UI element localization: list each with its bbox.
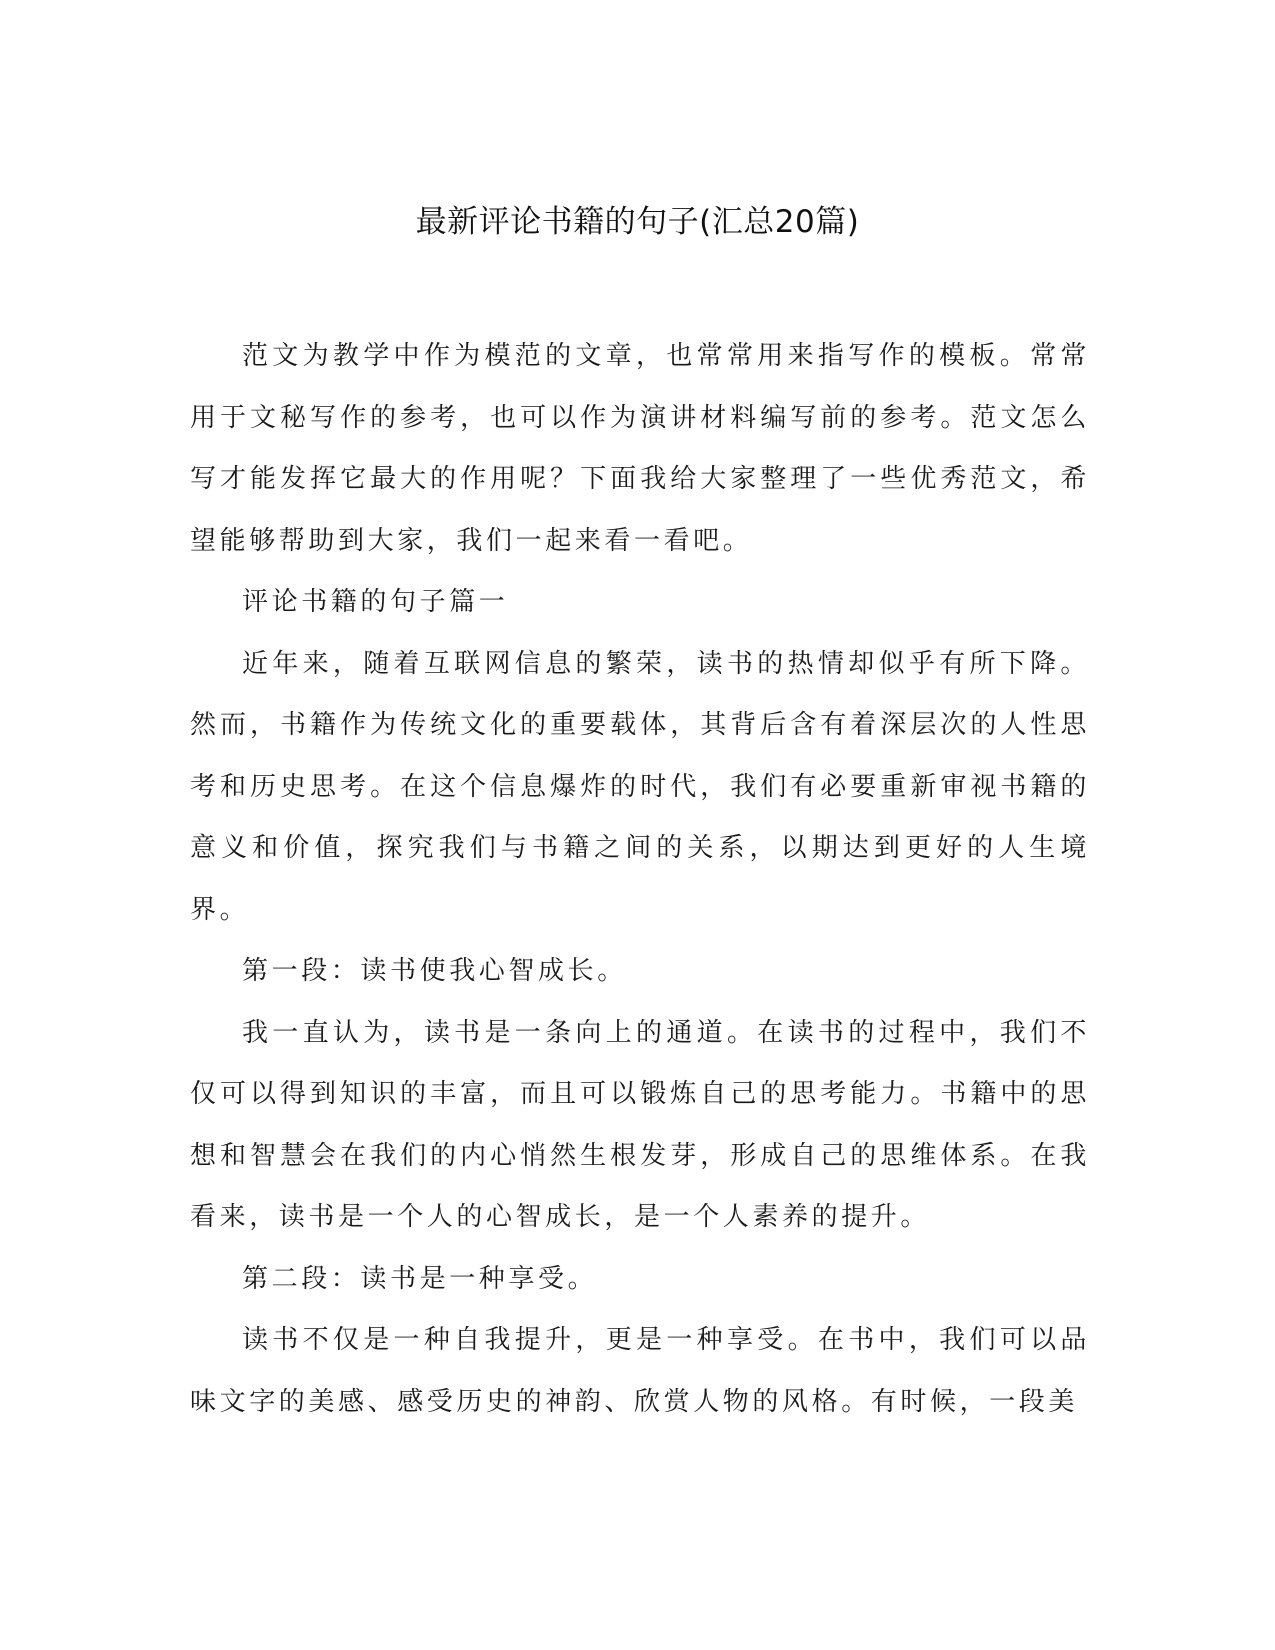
body-paragraph: 我一直认为，读书是一条向上的通道。在读书的过程中，我们不仅可以得到知识的丰富，而且可以锻炼自己的思考能力。书籍中的思想和智慧会在我们的内心悄然生根发芽，形成自己的思维体系。在我看来，读书是一个人的心智成长，是一个人素养的提升。 — [190, 1017, 1090, 1232]
document-body — [190, 326, 1090, 1433]
body-paragraph: 近年来，随着互联网信息的繁荣，读书的热情却似乎有所下降。然而，书籍作为传统文化的重要载体，其背后含有着深层次的人性思考和历史思考。在这个信息爆炸的时代，我们有必要重新审视书籍的意义和价值，探究我们与书籍之间的关系，以期达到更好的人生境界。 — [190, 648, 1090, 925]
intro-paragraph: 范文为教学中作为模范的文章，也常常用来指写作的模板。常常用于文秘写作的参考，也可以作为演讲材料编写前的参考。范文怎么写才能发挥它最大的作用呢？下面我给大家整理了一些优秀范文，希望能够帮助到大家，我们一起来看一看吧。 — [190, 341, 1090, 556]
subsection-heading: 第一段：读书使我心智成长。 — [242, 956, 627, 986]
subsection-heading: 第二段：读书是一种享受。 — [242, 1263, 598, 1294]
document-title: 最新评论书籍的句子(汇总20篇) — [415, 204, 860, 240]
body-paragraph: 读书不仅是一种自我提升，更是一种享受。在书中，我们可以品味文字的美感、感受历史的神韵、欣赏人物的风格。有时候，一段美 — [190, 1325, 1090, 1417]
section-heading: 评论书籍的句子篇一 — [242, 587, 509, 617]
